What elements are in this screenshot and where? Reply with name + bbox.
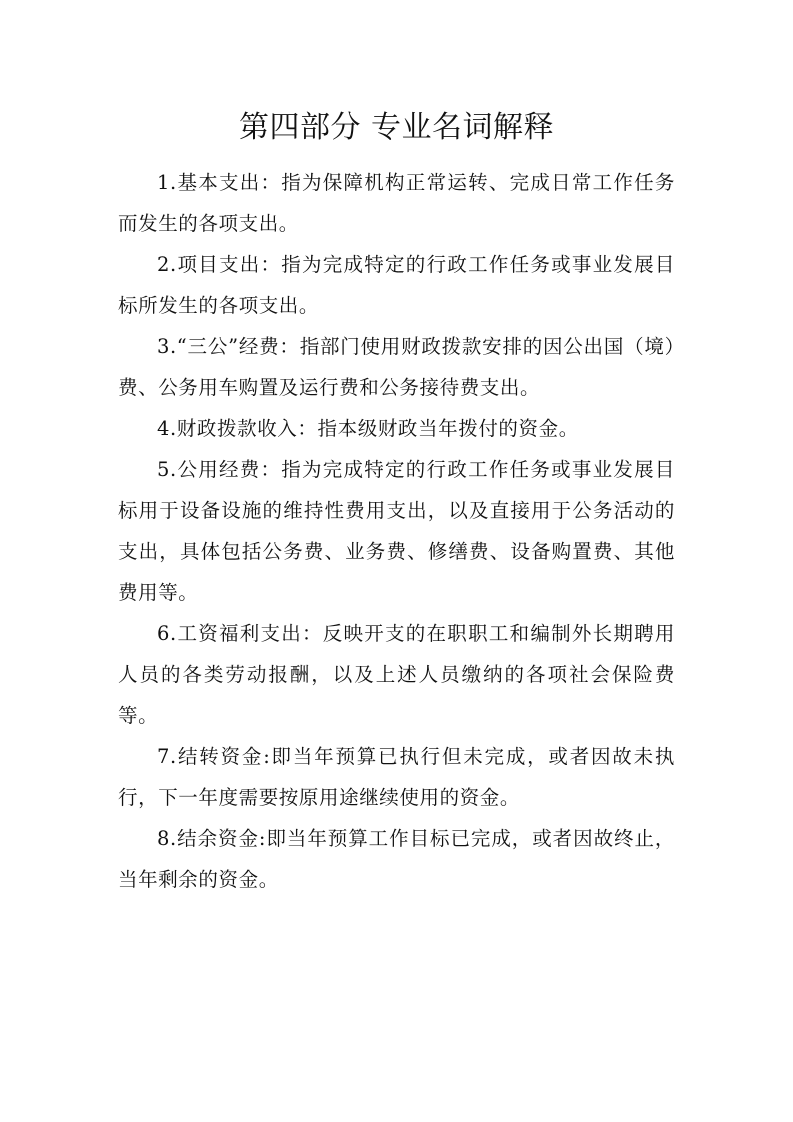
definition-entry-5: [118, 449, 675, 613]
definition-text: 即当年预算已执行但未完成，或者因故未执行，下一年度需要按原用途继续使用的资金。: [118, 745, 675, 809]
definition-term: 5.公用经费：: [157, 458, 282, 481]
definition-entry-7: [118, 736, 675, 818]
definition-term: 6.工资福利支出：: [157, 622, 323, 645]
definition-entry-4: [118, 408, 675, 449]
definition-entry-8: [118, 818, 675, 900]
definition-text: 指为完成特定的行政工作任务或事业发展目标用于设备设施的维持性费用支出，以及直接用于公务活动的支出，具体包括公务费、业务费、修缮费、设备购置费、其他费用等。: [118, 458, 676, 604]
definition-text: 指为完成特定的行政工作任务或事业发展目标所发生的各项支出。: [118, 253, 676, 317]
document-title: 第四部分 专业名词解释: [238, 110, 555, 145]
definition-entry-2: [118, 244, 675, 326]
definition-list: [118, 162, 675, 900]
definition-text: 指部门使用财政拨款安排的因公出国（境）费、公务用车购置及运行费和公务接待费支出。: [118, 335, 675, 399]
definition-term: 4.财政拨款收入：: [157, 417, 318, 440]
definition-entry-3: [118, 326, 675, 408]
definition-text: 指为保障机构正常运转、完成日常工作任务而发生的各项支出。: [118, 171, 676, 235]
definition-term: 3.“三公”经费：: [157, 335, 300, 358]
definition-entry-1: [118, 162, 675, 244]
definition-text: 即当年预算工作目标已完成，或者因故终止，当年剩余的资金。: [118, 827, 675, 891]
definition-term: 7.结转资金:: [157, 745, 271, 768]
definition-text: 指本级财政当年拨付的资金。: [317, 417, 579, 440]
definition-term: 1.基本支出：: [157, 171, 282, 194]
definition-term: 2.项目支出：: [157, 253, 282, 276]
definition-text: 反映开支的在职职工和编制外长期聘用人员的各类劳动报酬，以及上述人员缴纳的各项社会保险费等。: [118, 622, 675, 727]
definition-term: 8.结余资金:: [157, 827, 267, 850]
definition-entry-6: [118, 613, 675, 736]
